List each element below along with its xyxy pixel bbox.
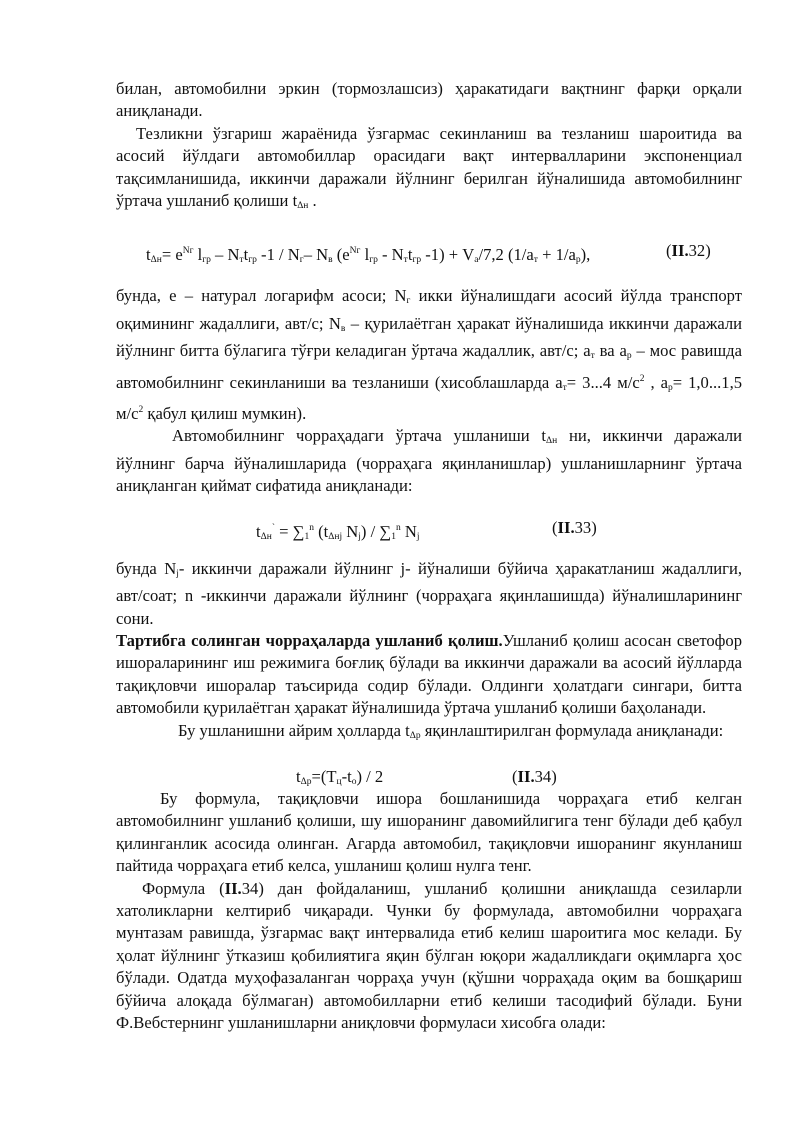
- document-body: [116, 78, 742, 1034]
- formula-number: (II.33): [552, 517, 597, 537]
- formula-number: (II.34): [512, 766, 557, 786]
- formula-II-33: [116, 517, 742, 542]
- paragraph-1: билан, автомобилни эркин (тормозлашсиз) ҳаракатидаги вақтнинг фарқи орқали аниқланади.: [116, 79, 742, 121]
- paragraph-3: бунда, е – натурал логарифм асоси; $N_г$ икки йўналишдаги асосий йўлда транспорт оқимининг жадаллиги, авт/с; $N_в$ – қурилаётган ҳаракат йўналишида иккинчи даражали йўлнинг битта бўлагига тўғри келадиган ўртача жадаллик, авт/с; $а_т$ ва $а_р$ – мос равишда автомобилнинг секинланиши ва тезланиши (хисоблашларда $а_т= 3...4$ $м/с^2$ , $а_р= 1,0...1,5$ $м/с^2$ қабул қилиш мумкин).: [116, 286, 743, 424]
- formula-expression: $t_{\Delta р}=(Т_ц-t_о) / 2$: [296, 766, 384, 787]
- paragraph-7: Бу ушланишни айрим ҳолларда $t_{\Delta р}$ яқинлаштирилган формулада аниқланади:: [178, 720, 724, 741]
- formula-II-34: [116, 766, 742, 788]
- paragraph-4: Автомобилнинг чорраҳадаги ўртача ушланиши $t_{\Delta н}$ ни, иккинчи даражали йўлнинг барча йўналишларида (чорраҳага яқинланишлар) ушланишларнинг ўртача аниқланган қиймат сифатида аниқланади:: [116, 426, 743, 496]
- paragraph-5: бунда $N_j-$ иккинчи даражали йўлнинг j- йўналиши бўйича ҳаракатланиш жадаллиги, авт/соат; n -иккинчи даражали йўлнинг (чорраҳага яқинлашишда) йўналишларининг сони.: [116, 558, 742, 628]
- formula-expression: $t_{\Delta н}^` = \sum_1^n$ ($t_{\Delta нj}$ $N_j) / \sum_1^n$ $N_j$: [256, 521, 420, 542]
- formula-expression: $t_{\Delta н}= e^{Nг}$ $l_{гр} - N_тt_{гр}$ $-1 / N_г-$ $N_в$ ($e^{Nг}$ $l_{гр} - N_тt_{гр}$ $-1) + V_а/7,2$ $(1/a_т + 1/a_р)$,: [146, 245, 591, 266]
- formula-II-32: [116, 240, 742, 266]
- formula-number: (II.32): [666, 241, 711, 261]
- paragraph-8: Бу формула, тақиқловчи ишора бошланишида чорраҳага етиб келган автомобилнинг ушланиб қолиши, шу ишоранинг давомийлигига тенг бўлади деб қабул қилинганлик асосида олинган. Агарда автомобил, тақиқловчи ишоранинг якунланиш пайтида чорраҳага етиб келса, ушланиш қолиш нулга тенг.: [116, 788, 742, 876]
- paragraph-9: Формула (II.34) дан фойдаланиш, ушланиб қолишни аниқлашда сезиларли хатоликларни келтириб чиқаради. Чунки бу формулада, автомобилни чорраҳага мунтазам равишда, ўзгармас вақт интервалида етиб келиш шароитига мос келади. Бу ҳолат йўлнинг ўтказиш қобилиятига яқин бўлган юқори жадалликдаги оқимларга ҳос бўлади. Одатда муҳофазаланган чорраҳа учун (қўшни чорраҳада оқим ва бошқариш бўйича алоқада бўлмаган) автомобилларни етиб келиши тасодифий бўлади. Буни Ф.Вебстернинг ушланишларни аниқловчи формуласи хисобга олади:: [116, 878, 742, 1032]
- section-heading: Тартибга солинган чорраҳаларда ушланиб қолиш.: [116, 630, 503, 650]
- paragraph-6: Тартибга солинган чорраҳаларда ушланиб қолиш.Ушланиб қолиш асосан светофор ишораларининг иш режимига боғлиқ бўлади ва иккинчи даражали ва асосий йўлларда тақиқловчи ишоралар таъсирида содир бўлади. Олдинги ҳолатдаги сингари, битта автомобили қурилаётган ҳаракат йўналишида ўртача ушланиб қолиши баҳоланади.: [116, 630, 742, 718]
- paragraph-2: Тезликни ўзгариш жараёнида ўзгармас секинланиш ва тезланиш шароитида ва асосий йўлдаги автомобиллар орасидаги вақт интервалларини экспоненциал тақсимланишида, иккинчи даражали йўлнинг берилган йўналишида автомобилнинг ўртача ушланиб қолиши $t_{\Delta н}$ .: [116, 123, 742, 212]
